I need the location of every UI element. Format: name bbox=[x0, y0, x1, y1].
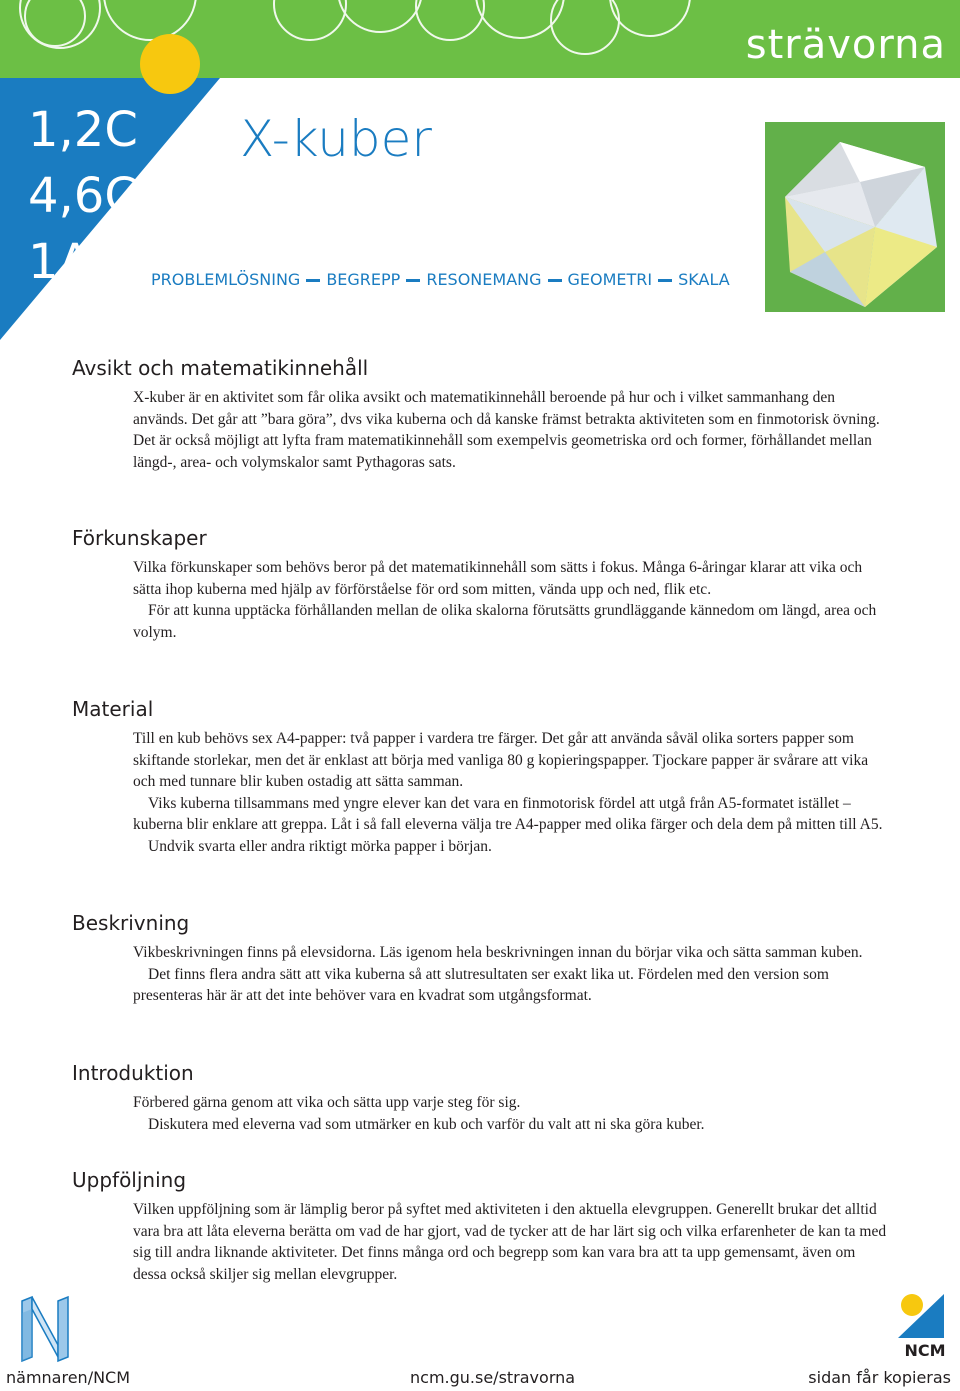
paragraph: Vilken uppföljning som är lämplig beror på syftet med aktiviteten i den aktuella elevgruppen. Generellt brukar det alltid vara bra att låta eleverna berätta om vad de har gjort, vad de tycker att de har lärt sig och vilka erfarenheter de kan ta med sig till andra liknande aktiviteter. Det finns många ord och begrepp som kan vara bra att ta upp gemensamt, även om dessa också skiljer sig mellan elevgrupper. bbox=[133, 1201, 887, 1283]
paragraph: Vikbeskrivningen finns på elevsidorna. Läs igenom hela beskrivningen innan du börjar vika och sätta samman kuben. bbox=[133, 944, 863, 961]
tag: RESONEMANG bbox=[426, 270, 542, 289]
section-forkunskaper bbox=[72, 525, 892, 643]
tag-separator bbox=[658, 279, 672, 282]
grade-list bbox=[28, 97, 138, 295]
section-introduktion bbox=[72, 1060, 892, 1135]
paragraph: Till en kub behövs sex A4-papper: två papper i vardera tre färger. Det går att använda såväl olika sorters papper som skiftande storlekar, men det är enklast att börja med vanliga 80 g kopieringspapper. Tjockare papper är svårare att vika och med tunnare blir kuben ostadig att sätta samman. bbox=[133, 730, 869, 791]
footer-publisher: nämnaren/NCM bbox=[6, 1368, 131, 1387]
ncm-logo-icon bbox=[896, 1292, 952, 1360]
section-heading: Uppföljning bbox=[72, 1168, 187, 1192]
grade-item: 1A bbox=[28, 234, 92, 290]
page-title: X-kuber bbox=[240, 110, 432, 168]
tag: BEGREPP bbox=[326, 270, 401, 289]
tag: GEOMETRI bbox=[567, 270, 653, 289]
paragraph: X-kuber är en aktivitet som får olika avsikt och matematikinnehåll beroende på hur och i vilket sammanhang den används. Det går att ”bara göra”, dvs vika kuberna och då kanske främst betrakta aktiviteten som en finmotorisk övning. Det är också möjligt att lyfta fram matematikinnehåll som exempelvis geometriska ord och former, förhållandet mellan längd-, area- och volymskalor samt Pythagoras sats. bbox=[133, 389, 880, 471]
brand-title: strävorna bbox=[745, 22, 946, 68]
section-heading: Avsikt och matematikinnehåll bbox=[72, 356, 369, 380]
section-avsikt bbox=[72, 355, 892, 473]
paragraph: Det finns flera andra sätt att vika kuberna så att slutresultaten ser exakt lika ut. Fördelen med den version som presenteras här är att det inte behöver vara en kvadrat som utgångsformat. bbox=[133, 965, 829, 1005]
tag-separator bbox=[406, 279, 420, 282]
paragraph: För att kunna upptäcka förhållanden mellan de olika skalorna förutsätts grundläggande kännedom om längd, area och volym. bbox=[133, 602, 877, 641]
paragraph: Viks kuberna tillsammans med yngre elever kan det vara en finmotorisk fördel att utgå från A5-formatet istället – kuberna blir enklare att greppa. Låt i så fall eleverna välja tre A4-papper med olika färger och dela dem på mitten till A5. bbox=[133, 794, 883, 834]
tag: PROBLEMLÖSNING bbox=[151, 270, 301, 289]
yellow-circle-icon bbox=[140, 34, 200, 94]
paragraph: Undvik svarta eller andra riktigt mörka papper i början. bbox=[148, 837, 492, 855]
tag-separator bbox=[548, 279, 562, 282]
section-heading: Beskrivning bbox=[72, 911, 190, 935]
section-heading: Förkunskaper bbox=[72, 526, 207, 550]
tag: SKALA bbox=[678, 270, 730, 289]
section-material bbox=[72, 696, 892, 858]
grade-item: 1,2C bbox=[28, 102, 138, 158]
paragraph: Förbered gärna genom att vika och sätta upp varje steg för sig. bbox=[133, 1094, 521, 1111]
section-uppfoljning bbox=[72, 1167, 892, 1285]
namnaren-logo-icon bbox=[16, 1295, 70, 1363]
cube-photo bbox=[765, 122, 945, 312]
grade-item: 4,6C bbox=[28, 168, 138, 224]
ncm-logo-text: NCM bbox=[904, 1341, 946, 1360]
section-heading: Introduktion bbox=[72, 1061, 194, 1085]
footer-copy-note: sidan får kopieras bbox=[808, 1368, 951, 1387]
topic-tags bbox=[151, 270, 730, 289]
tag-separator bbox=[306, 279, 320, 282]
paragraph: Diskutera med eleverna vad som utmärker en kub och varför du valt att ni ska göra kuber. bbox=[148, 1115, 705, 1133]
paragraph: Vilka förkunskaper som behövs beror på det matematikinnehåll som sätts i fokus. Många 6-åringar klarar att vika och sätta ihop kuberna med hjälp av förförståelse för ord som mitten, vända upp och ned, flik etc. bbox=[133, 559, 863, 598]
footer-url[interactable]: ncm.gu.se/stravorna bbox=[410, 1368, 576, 1387]
section-heading: Material bbox=[72, 697, 154, 721]
section-beskrivning bbox=[72, 910, 892, 1007]
